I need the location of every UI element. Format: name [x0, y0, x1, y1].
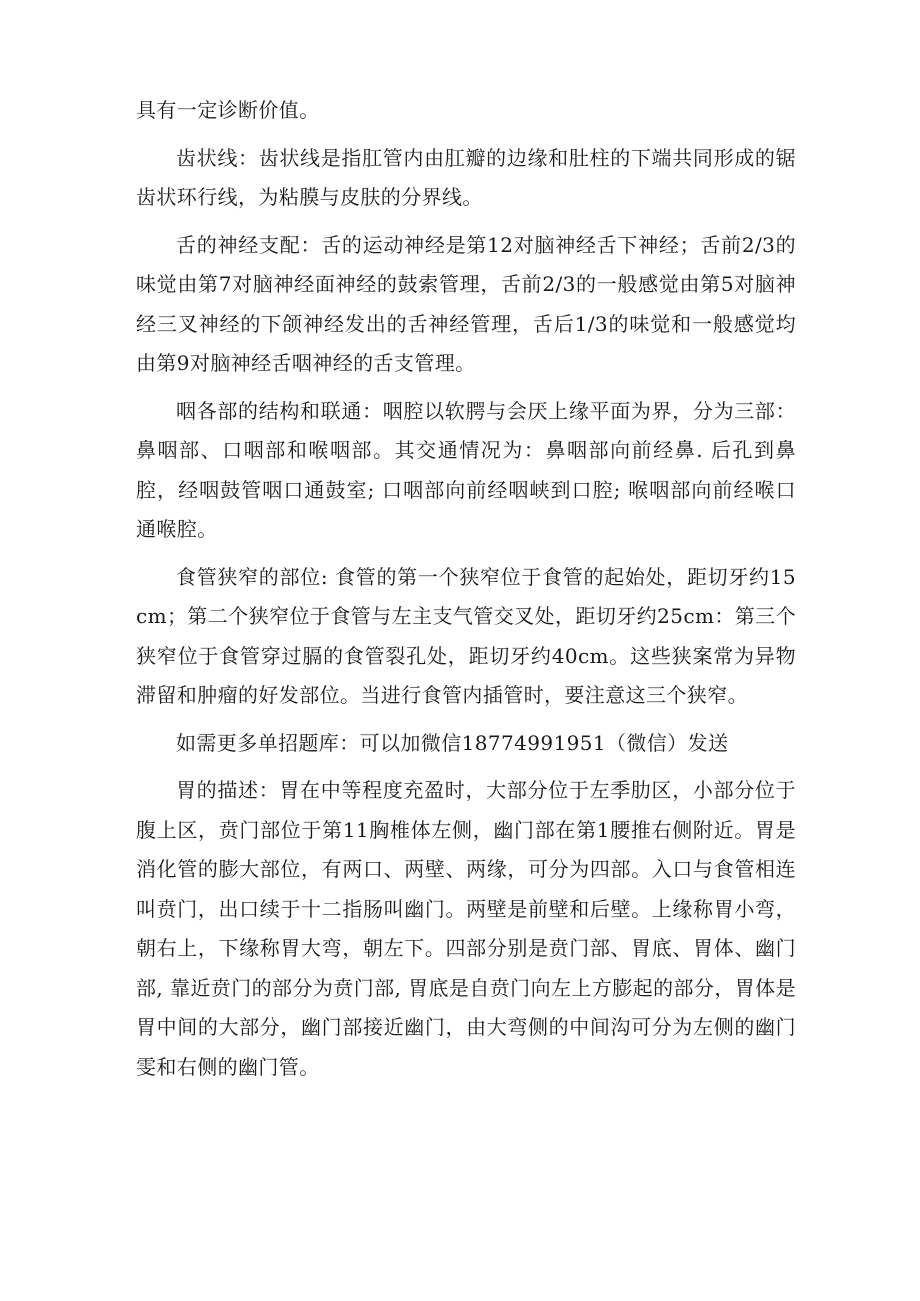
paragraph-tongue-innervation: 舌的神经支配：舌的运动神经是第12对脑神经舌下神经；舌前2/3的味觉由第7对脑神经面神经的鼓索管理，舌前2/3的一般感觉由第5对脑神经三叉神经的下颌神经发出的舌神经管理，舌后1/3的味觉和一般感觉均由第9对脑神经舌咽神经的舌支管理。: [136, 232, 796, 375]
paragraph-diagnostic-value: 具有一定诊断价值。: [136, 98, 320, 122]
paragraph-esophagus-narrowing: 食管狭窄的部位: 食管的第一个狭窄位于食管的起始处，距切牙约15cm；第二个狭窄位于食管与左主支气管交叉处，距切牙约25cm：第三个狭窄位于食管穿过膈的食管裂孔处，距切牙约40cm。这些狭案常为异物滞留和肿瘤的好发部位。当进行食管内插管时，要注意这三个狭窄。: [136, 564, 796, 707]
paragraph-stomach-description: 胃的描述：胃在中等程度充盈时，大部分位于左季肋区，小部分位于腹上区，贲门部位于第11胸椎体左侧，幽门部在第1腰推右侧附近。胃是消化管的膨大部位，有两口、两壁、两缘，可分为四部。入口与食管相连叫贲门，出口续于十二指肠叫幽门。两壁是前壁和后壁。上缘称胃小弯，朝右上，下缘称胃大弯，朝左下。四部分别是贲门部、胃底、胃体、幽门部, 靠近贲门的部分为贲门部, 胃底是自贲门向左上方膨起的部分，胃体是胃中间的大部分，幽门部接近幽门，由大弯侧的中间沟可分为左侧的幽门雯和右侧的幽门管。: [136, 778, 796, 1079]
document-body: [136, 91, 796, 1095]
paragraph-pharynx-structure: 咽各部的结构和联通：咽腔以软腭与会厌上缘平面为界，分为三部：鼻咽部、口咽部和喉咽部。其交通情况为：鼻咽部向前经鼻. 后孔到鼻腔，经咽鼓管咽口通鼓室; 口咽部向前经咽峡到口腔; 喉咽部向前经喉口通喉腔。: [136, 398, 796, 541]
paragraph-question-bank-notice: 如需更多单招题库：可以加微信18774991951（微信）发送: [176, 730, 729, 755]
paragraph-dentate-line: 齿状线：齿状线是指肛管内由肛瓣的边缘和肚柱的下端共同形成的锯齿状环行线，为粘膜与皮肤的分界线。: [136, 145, 796, 209]
